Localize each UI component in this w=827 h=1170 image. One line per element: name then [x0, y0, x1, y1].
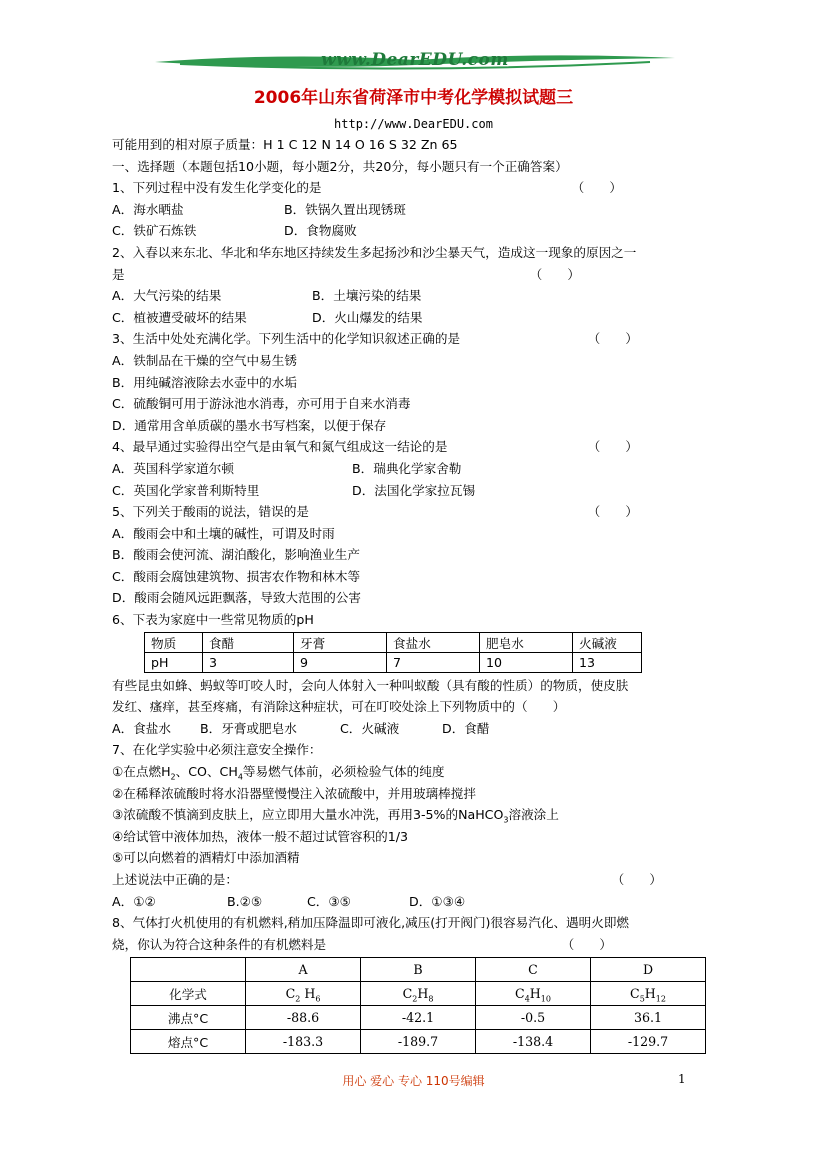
q3-stem: 3、生活中处处充满化学。下列生活中的化学知识叙述正确的是: [112, 331, 461, 347]
answer-paren: （ ）: [587, 439, 638, 455]
q7-options: [112, 891, 722, 913]
q6-paragraph-2: 发红、瘙痒，甚至疼痛，有消除这种症状，可在叮咬处涂上下列物质中的（ ）: [112, 699, 566, 715]
question-1: [112, 177, 722, 199]
table-cell: C: [476, 958, 591, 982]
document-title: 2006年山东省荷泽市中考化学模拟试题三: [253, 88, 574, 108]
answer-paren: （ ）: [561, 936, 612, 952]
q3-option-c: C．硫酸铜可用于游泳池水消毒，亦可用于自来水消毒: [112, 396, 411, 412]
question-7: 7、在化学实验中必须注意安全操作：: [112, 742, 322, 758]
q3-option-a: A．铁制品在干燥的空气中易生锈: [112, 352, 297, 368]
q6-option-b: B．牙膏或肥皂水: [200, 720, 297, 736]
table-cell: 化学式: [131, 982, 246, 1006]
ph-table-value-row: [145, 652, 642, 672]
q2-stem-cont: 是: [112, 266, 125, 282]
table-cell: 36.1: [591, 1006, 706, 1030]
q7-option-c: C．③⑤: [307, 893, 351, 909]
table-cell: 牙膏: [294, 632, 387, 652]
q6-options: [112, 718, 722, 740]
page-footer: 用心 爱心 专心 110号编辑: [342, 1074, 485, 1088]
answer-paren: （ ）: [611, 872, 662, 887]
q7-s3-text: 溶液涂上: [508, 807, 559, 823]
q4-options-row-2: [112, 480, 722, 502]
q1-options-row-1: [112, 199, 722, 221]
q2-option-c: C．植被遭受破坏的结果: [112, 309, 247, 325]
q7-s1-text: 、CO、CH: [175, 764, 238, 780]
q4-option-d: D．法国化学家拉瓦锡: [352, 482, 476, 498]
q3-option-b: B．用纯碱溶液除去水壶中的水垢: [112, 374, 297, 390]
question-4: [112, 436, 722, 458]
q2-option-d: D．火山爆发的结果: [312, 309, 423, 325]
table-cell: pH: [145, 652, 203, 672]
table-cell: 熔点°C: [131, 1030, 246, 1054]
q7-s1-text: 等易燃气体前，必须检验气体的纯度: [242, 764, 445, 780]
formula-cell: $C_4H_{10}$: [476, 982, 591, 1006]
q7-statement-1: [112, 761, 722, 783]
q3-option-d: D．通常用含单质碳的墨水书写档案，以便于保存: [112, 417, 387, 433]
q1-option-a: A．海水晒盐: [112, 201, 184, 217]
table-cell: D: [591, 958, 706, 982]
subscript: 4: [237, 772, 243, 782]
subscript: 3: [503, 815, 509, 825]
q6-option-a: A．食盐水: [112, 720, 171, 736]
q5-option-d: D．酸雨会随风远距飘落，导致大范围的公害: [112, 590, 361, 606]
q7-s3-text: ③浓硫酸不慎滴到皮肤上，应立即用大量水冲洗，再用3-5%的NaHCO: [112, 807, 504, 823]
table-cell: 食盐水: [387, 632, 480, 652]
answer-paren: （ ）: [587, 331, 638, 347]
fuel-table-melt-row: [131, 1030, 706, 1054]
q7-option-d: D．①③④: [409, 893, 466, 909]
table-cell: B: [361, 958, 476, 982]
q2-option-a: A．大气污染的结果: [112, 288, 222, 304]
table-cell: 肥皂水: [480, 632, 573, 652]
table-cell: A: [246, 958, 361, 982]
q5-option-b: B．酸雨会使河流、湖泊酸化，影响渔业生产: [112, 547, 360, 563]
fuel-table: [130, 957, 706, 1054]
q7-statement-2: ②在稀释浓硫酸时将水沿器壁慢慢注入浓硫酸中，并用玻璃棒搅拌: [112, 785, 476, 801]
q6-paragraph-1: 有些昆虫如蜂、蚂蚁等叮咬人时，会向人体射入一种叫蚁酸（具有酸的性质）的物质，使皮肤: [112, 677, 629, 693]
q7-statement-4: ④给试管中液体加热，液体一般不超过试管容积的1/3: [112, 828, 409, 844]
q5-option-c: C．酸雨会腐蚀建筑物、损害农作物和林木等: [112, 568, 361, 584]
page-number: 1: [678, 1072, 686, 1086]
exam-content: [112, 134, 722, 1054]
formula-cell: $C_2$ $H_6$: [246, 982, 361, 1006]
table-cell: 沸点°C: [131, 1006, 246, 1030]
question-6: 6、下表为家庭中一些常见物质的pH: [112, 612, 314, 628]
q8-stem-cont: 烧，你认为符合这种条件的有机燃料是: [112, 936, 327, 952]
q4-option-a: A．英国科学家道尔顿: [112, 460, 234, 476]
q2-options-row-1: [112, 285, 722, 307]
fuel-table-boil-row: [131, 1006, 706, 1030]
q7-statement-3: [112, 804, 722, 826]
table-cell: -138.4: [476, 1030, 591, 1054]
table-cell: 9: [294, 652, 387, 672]
question-5: [112, 501, 722, 523]
table-cell: 7: [387, 652, 480, 672]
subscript: 2: [170, 772, 176, 782]
question-8: 8、气体打火机使用的有机燃料,稍加压降温即可液化,减压(打开阀门)很容易汽化、遇明火即燃: [112, 915, 630, 931]
table-cell: 13: [573, 652, 642, 672]
q7-option-b: B.②⑤: [227, 893, 263, 909]
source-url[interactable]: http://www.DearEDU.com: [334, 117, 493, 131]
q7-ask: [112, 869, 722, 891]
site-banner: [150, 48, 680, 78]
q1-option-c: C．铁矿石炼铁: [112, 223, 197, 239]
q5-stem: 5、下列关于酸雨的说法，错误的是: [112, 504, 309, 520]
ph-table: [144, 632, 642, 673]
q6-option-d: D．食醋: [442, 720, 490, 736]
question-2-cont: [112, 264, 722, 286]
table-cell: -183.3: [246, 1030, 361, 1054]
question-2: 2、入春以来东北、华北和华东地区持续发生多起扬沙和沙尘暴天气，造成这一现象的原因之一: [112, 244, 637, 260]
q1-stem: 1、下列过程中没有发生化学变化的是: [112, 180, 322, 196]
table-cell: [131, 958, 246, 982]
formula-cell: $C_2H_8$: [361, 982, 476, 1006]
table-cell: 3: [203, 652, 294, 672]
q7-s1-text: ①在点燃H: [112, 764, 171, 780]
table-cell: -88.6: [246, 1006, 361, 1030]
q1-options-row-2: [112, 220, 722, 242]
q2-option-b: B．土壤污染的结果: [312, 288, 422, 304]
table-cell: 物质: [145, 632, 203, 652]
q4-option-c: C．英国化学家普利斯特里: [112, 482, 260, 498]
q5-option-a: A．酸雨会中和土壤的碱性，可谓及时雨: [112, 525, 335, 541]
q1-option-b: B．铁锅久置出现锈斑: [284, 201, 406, 217]
table-cell: 食醋: [203, 632, 294, 652]
q4-options-row-1: [112, 458, 722, 480]
atomic-mass-line: 可能用到的相对原子质量：H 1 C 12 N 14 O 16 S 32 Zn 65: [112, 137, 458, 152]
formula-cell: $C_5H_{12}$: [591, 982, 706, 1006]
answer-paren: （ ）: [529, 266, 580, 282]
q4-option-b: B．瑞典化学家舍勒: [352, 460, 462, 476]
table-cell: -42.1: [361, 1006, 476, 1030]
q6-option-c: C．火碱液: [340, 720, 400, 736]
table-cell: 10: [480, 652, 573, 672]
q7-ask-text: 上述说法中正确的是：: [112, 872, 238, 887]
table-cell: -0.5: [476, 1006, 591, 1030]
q7-statement-5: ⑤可以向燃着的酒精灯中添加酒精: [112, 850, 300, 866]
question-3: [112, 328, 722, 350]
q4-stem: 4、最早通过实验得出空气是由氧气和氮气组成这一结论的是: [112, 439, 448, 455]
table-cell: -129.7: [591, 1030, 706, 1054]
table-cell: -189.7: [361, 1030, 476, 1054]
q7-option-a: A．①②: [112, 893, 156, 909]
table-cell: 火碱液: [573, 632, 642, 652]
question-8-cont: [112, 934, 722, 956]
q2-options-row-2: [112, 307, 722, 329]
answer-paren: （ ）: [571, 180, 622, 196]
banner-text[interactable]: www.DearEDU.com: [321, 50, 509, 70]
ph-table-header-row: [145, 632, 642, 652]
answer-paren: （ ）: [587, 504, 638, 520]
fuel-table-formula-row: [131, 982, 706, 1006]
fuel-table-header-row: [131, 958, 706, 982]
q1-option-d: D．食物腐败: [284, 223, 357, 239]
section-heading: 一、选择题（本题包括10小题，每小题2分，共20分，每小题只有一个正确答案）: [112, 158, 568, 174]
